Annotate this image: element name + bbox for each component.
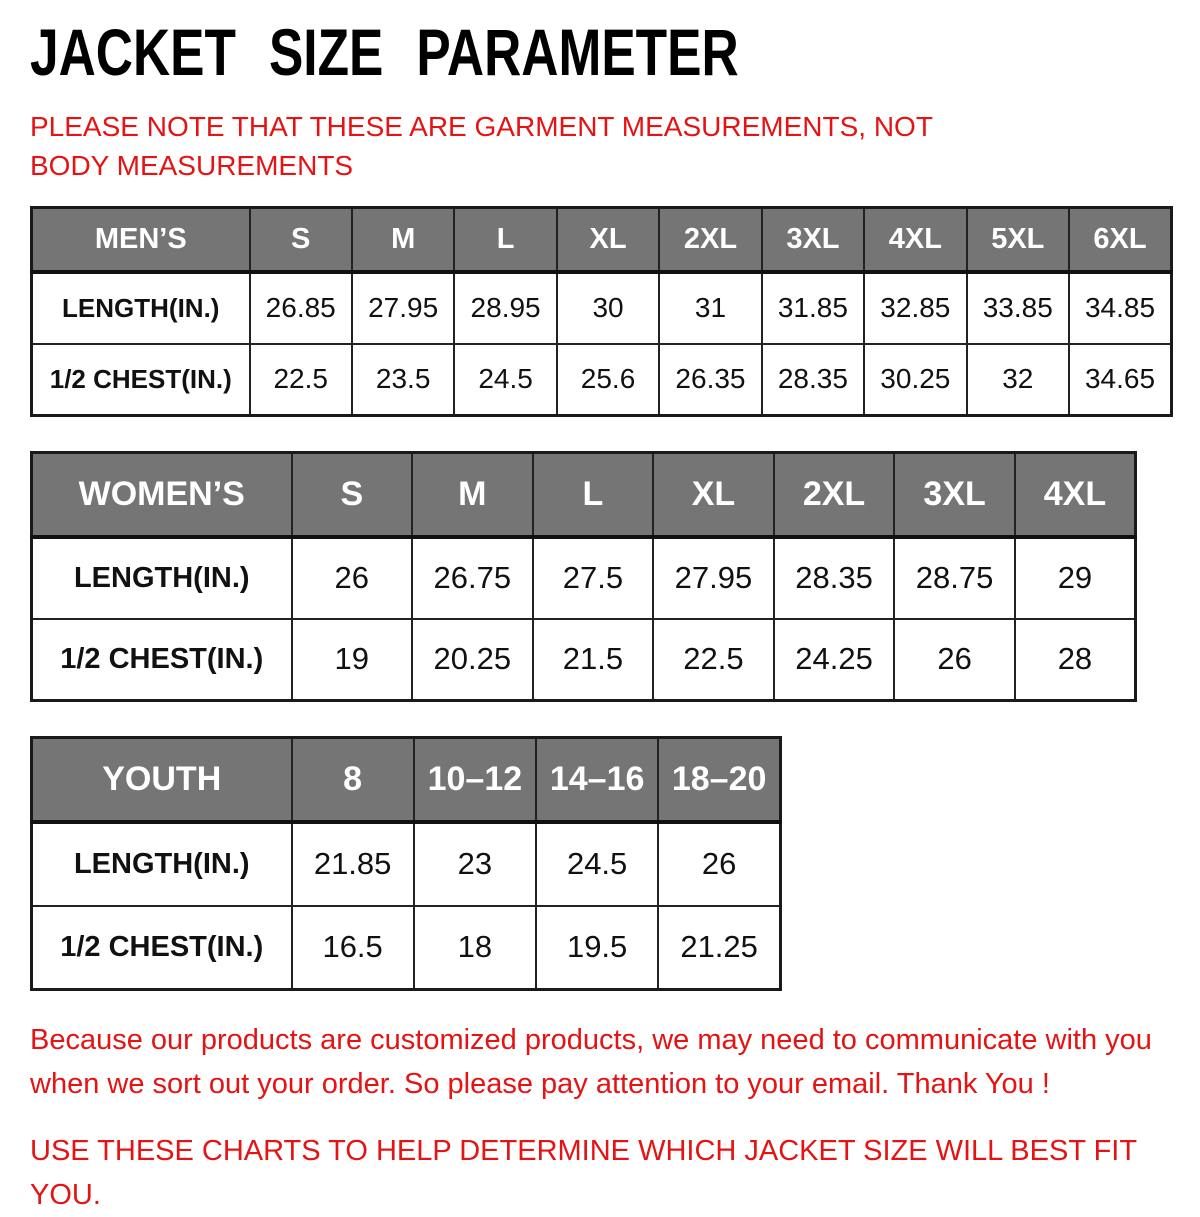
measurement-cell: 27.95 (352, 272, 454, 344)
measurement-cell: 27.5 (533, 537, 654, 619)
measurement-cell: 31.85 (762, 272, 864, 344)
size-column-header: S (250, 208, 352, 272)
measurement-row (32, 619, 1136, 701)
size-table-youth (30, 736, 782, 991)
size-header-row (32, 208, 1172, 272)
measurement-cell: 23.5 (352, 344, 454, 416)
measurement-row-label: LENGTH(IN.) (32, 272, 250, 344)
size-table-womens (30, 451, 1137, 702)
size-column-header: 8 (292, 738, 414, 822)
group-header-mens: MEN’S (32, 208, 250, 272)
measurement-row (32, 272, 1172, 344)
customization-notice: Because our products are customized products, we may need to communicate with you when we sort out your order. So please pay attention to your email. Thank You ! (30, 1024, 1152, 1100)
size-column-header: XL (653, 453, 774, 537)
measurement-cell: 16.5 (292, 906, 414, 990)
measurement-cell: 28.35 (762, 344, 864, 416)
size-header-row (32, 453, 1136, 537)
measurement-cell: 30.25 (864, 344, 966, 416)
page-title: JACKET SIZE PARAMETER (30, 15, 739, 89)
group-header-womens: WOMEN’S (32, 453, 292, 537)
measurement-cell: 22.5 (250, 344, 352, 416)
size-column-header: M (352, 208, 454, 272)
size-column-header: 18–20 (658, 738, 780, 822)
measurement-row (32, 537, 1136, 619)
measurement-row-label: 1/2 CHEST(IN.) (32, 619, 292, 701)
size-header-row (32, 738, 781, 822)
measurement-cell: 22.5 (653, 619, 774, 701)
measurement-cell: 25.6 (557, 344, 659, 416)
size-column-header: 3XL (894, 453, 1015, 537)
size-tables-container (30, 206, 1172, 991)
measurement-row (32, 906, 781, 990)
size-column-header: 4XL (864, 208, 966, 272)
chart-usage-note: USE THESE CHARTS TO HELP DETERMINE WHICH JACKET SIZE WILL BEST FIT YOU. (30, 1135, 1137, 1211)
measurement-row (32, 344, 1172, 416)
measurement-cell: 34.65 (1069, 344, 1172, 416)
measurement-cell: 28.35 (774, 537, 895, 619)
size-column-header: 14–16 (536, 738, 658, 822)
measurement-row (32, 822, 781, 906)
measurement-cell: 32 (967, 344, 1069, 416)
size-table-mens (30, 206, 1173, 417)
size-column-header: L (454, 208, 556, 272)
measurement-cell: 26 (894, 619, 1015, 701)
measurement-cell: 19.5 (536, 906, 658, 990)
group-header-youth: YOUTH (32, 738, 292, 822)
size-column-header: 2XL (659, 208, 761, 272)
measurement-cell: 21.25 (658, 906, 780, 990)
size-column-header: M (412, 453, 533, 537)
measurement-cell: 26 (658, 822, 780, 906)
size-column-header: 6XL (1069, 208, 1172, 272)
measurement-cell: 28.75 (894, 537, 1015, 619)
measurement-row-label: 1/2 CHEST(IN.) (32, 344, 250, 416)
measurement-cell: 26.85 (250, 272, 352, 344)
measurement-cell: 26.35 (659, 344, 761, 416)
size-column-header: S (292, 453, 413, 537)
measurement-cell: 28.95 (454, 272, 556, 344)
measurement-cell: 33.85 (967, 272, 1069, 344)
measurement-cell: 21.85 (292, 822, 414, 906)
size-column-header: 2XL (774, 453, 895, 537)
size-column-header: 5XL (967, 208, 1069, 272)
measurement-row-label: LENGTH(IN.) (32, 822, 292, 906)
measurement-cell: 27.95 (653, 537, 774, 619)
measurement-cell: 24.25 (774, 619, 895, 701)
measurement-cell: 31 (659, 272, 761, 344)
measurement-cell: 26 (292, 537, 413, 619)
measurement-cell: 19 (292, 619, 413, 701)
measurement-cell: 24.5 (454, 344, 556, 416)
measurement-cell: 26.75 (412, 537, 533, 619)
measurement-cell: 30 (557, 272, 659, 344)
size-column-header: 10–12 (414, 738, 536, 822)
size-column-header: 4XL (1015, 453, 1136, 537)
measurement-cell: 24.5 (536, 822, 658, 906)
size-column-header: L (533, 453, 654, 537)
garment-measurement-note: PLEASE NOTE THAT THESE ARE GARMENT MEASUREMENTS, NOT BODY MEASUREMENTS (30, 110, 933, 182)
measurement-cell: 18 (414, 906, 536, 990)
size-column-header: XL (557, 208, 659, 272)
measurement-row-label: 1/2 CHEST(IN.) (32, 906, 292, 990)
measurement-cell: 23 (414, 822, 536, 906)
measurement-row-label: LENGTH(IN.) (32, 537, 292, 619)
size-column-header: 3XL (762, 208, 864, 272)
measurement-cell: 20.25 (412, 619, 533, 701)
measurement-cell: 34.85 (1069, 272, 1172, 344)
measurement-cell: 21.5 (533, 619, 654, 701)
measurement-cell: 32.85 (864, 272, 966, 344)
measurement-cell: 28 (1015, 619, 1136, 701)
measurement-cell: 29 (1015, 537, 1136, 619)
